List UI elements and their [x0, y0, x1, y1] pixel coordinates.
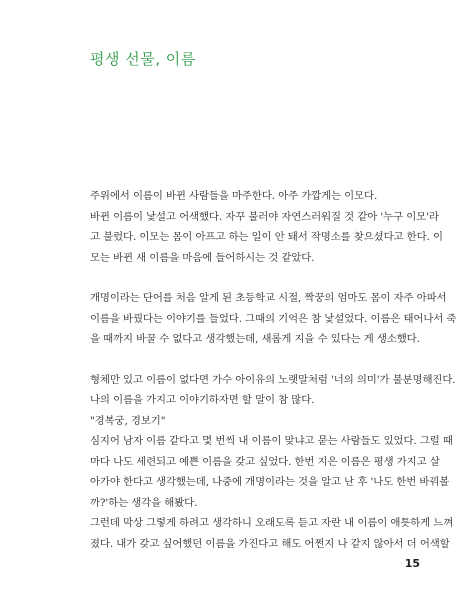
text-line: 이름을 바꿨다는 이야기를 들었다. 그때의 기억은 참 낯설었다. 이름은 태어나서 죽 — [90, 312, 457, 325]
text-line: 마다 나도 세련되고 예쁜 이름을 갖고 싶었다. 한번 지은 이름은 평생 가지고 살 — [90, 455, 440, 468]
text-line: 졌다. 내가 갖고 싶어했던 이름을 가진다고 해도 어쩐지 나 같지 않아서 더 어색할 — [90, 537, 450, 550]
text-line: 심지어 남자 이름 같다고 몇 번씩 내 이름이 맞냐고 묻는 사람들도 있었다. 그럴 때 — [90, 435, 453, 447]
paragraph-gap — [90, 268, 420, 288]
page-number: 15 — [404, 557, 420, 570]
text-line: 바뀐 이름이 낯설고 어색했다. 자꾸 불러야 자연스러워질 것 같아 '누구 이모'라 — [90, 210, 439, 223]
text-line: 을 때까지 바꿀 수 없다고 생각했는데, 새롭게 지을 수 있다는 게 생소했다. — [90, 333, 420, 345]
text-line: 개명이라는 단어를 처음 알게 된 초등학교 시절, 짝꿍의 엄마도 몸이 자주 아파서 — [90, 292, 447, 304]
text-line: 주위에서 이름이 바뀐 사람들을 마주한다. 아주 가깝게는 이모다. — [90, 190, 378, 202]
text-line: 아가야 한다고 생각했는데, 나중에 개명이라는 것을 알고 난 후 '나도 한번 바꿔볼 — [90, 476, 450, 488]
chapter-title: 평생 선물, 이름 — [90, 50, 196, 68]
body-text — [90, 186, 457, 554]
text-line: 그런데 막상 그렇게 하려고 생각하니 오래도록 듣고 자란 내 이름이 애틋하게 느껴 — [90, 517, 454, 529]
text-line: 나의 이름을 가지고 이야기하자면 할 말이 참 많다. — [90, 394, 315, 406]
quote-line: "경복궁, 경보기" — [90, 414, 166, 427]
paragraph-gap — [90, 350, 420, 370]
text-line: 까?'하는 생각을 해봤다. — [90, 496, 198, 509]
text-line: 고 불렀다. 이모는 몸이 아프고 하는 일이 안 돼서 작명소를 찾으셨다고 한다. 이 — [90, 231, 443, 243]
text-line: 형체만 있고 이름이 없다면 가수 아이유의 노랫말처럼 '너의 의미'가 불분명해진다. — [90, 373, 456, 386]
text-line: 모는 바뀐 새 이름을 마음에 들어하시는 것 같았다. — [90, 251, 315, 264]
